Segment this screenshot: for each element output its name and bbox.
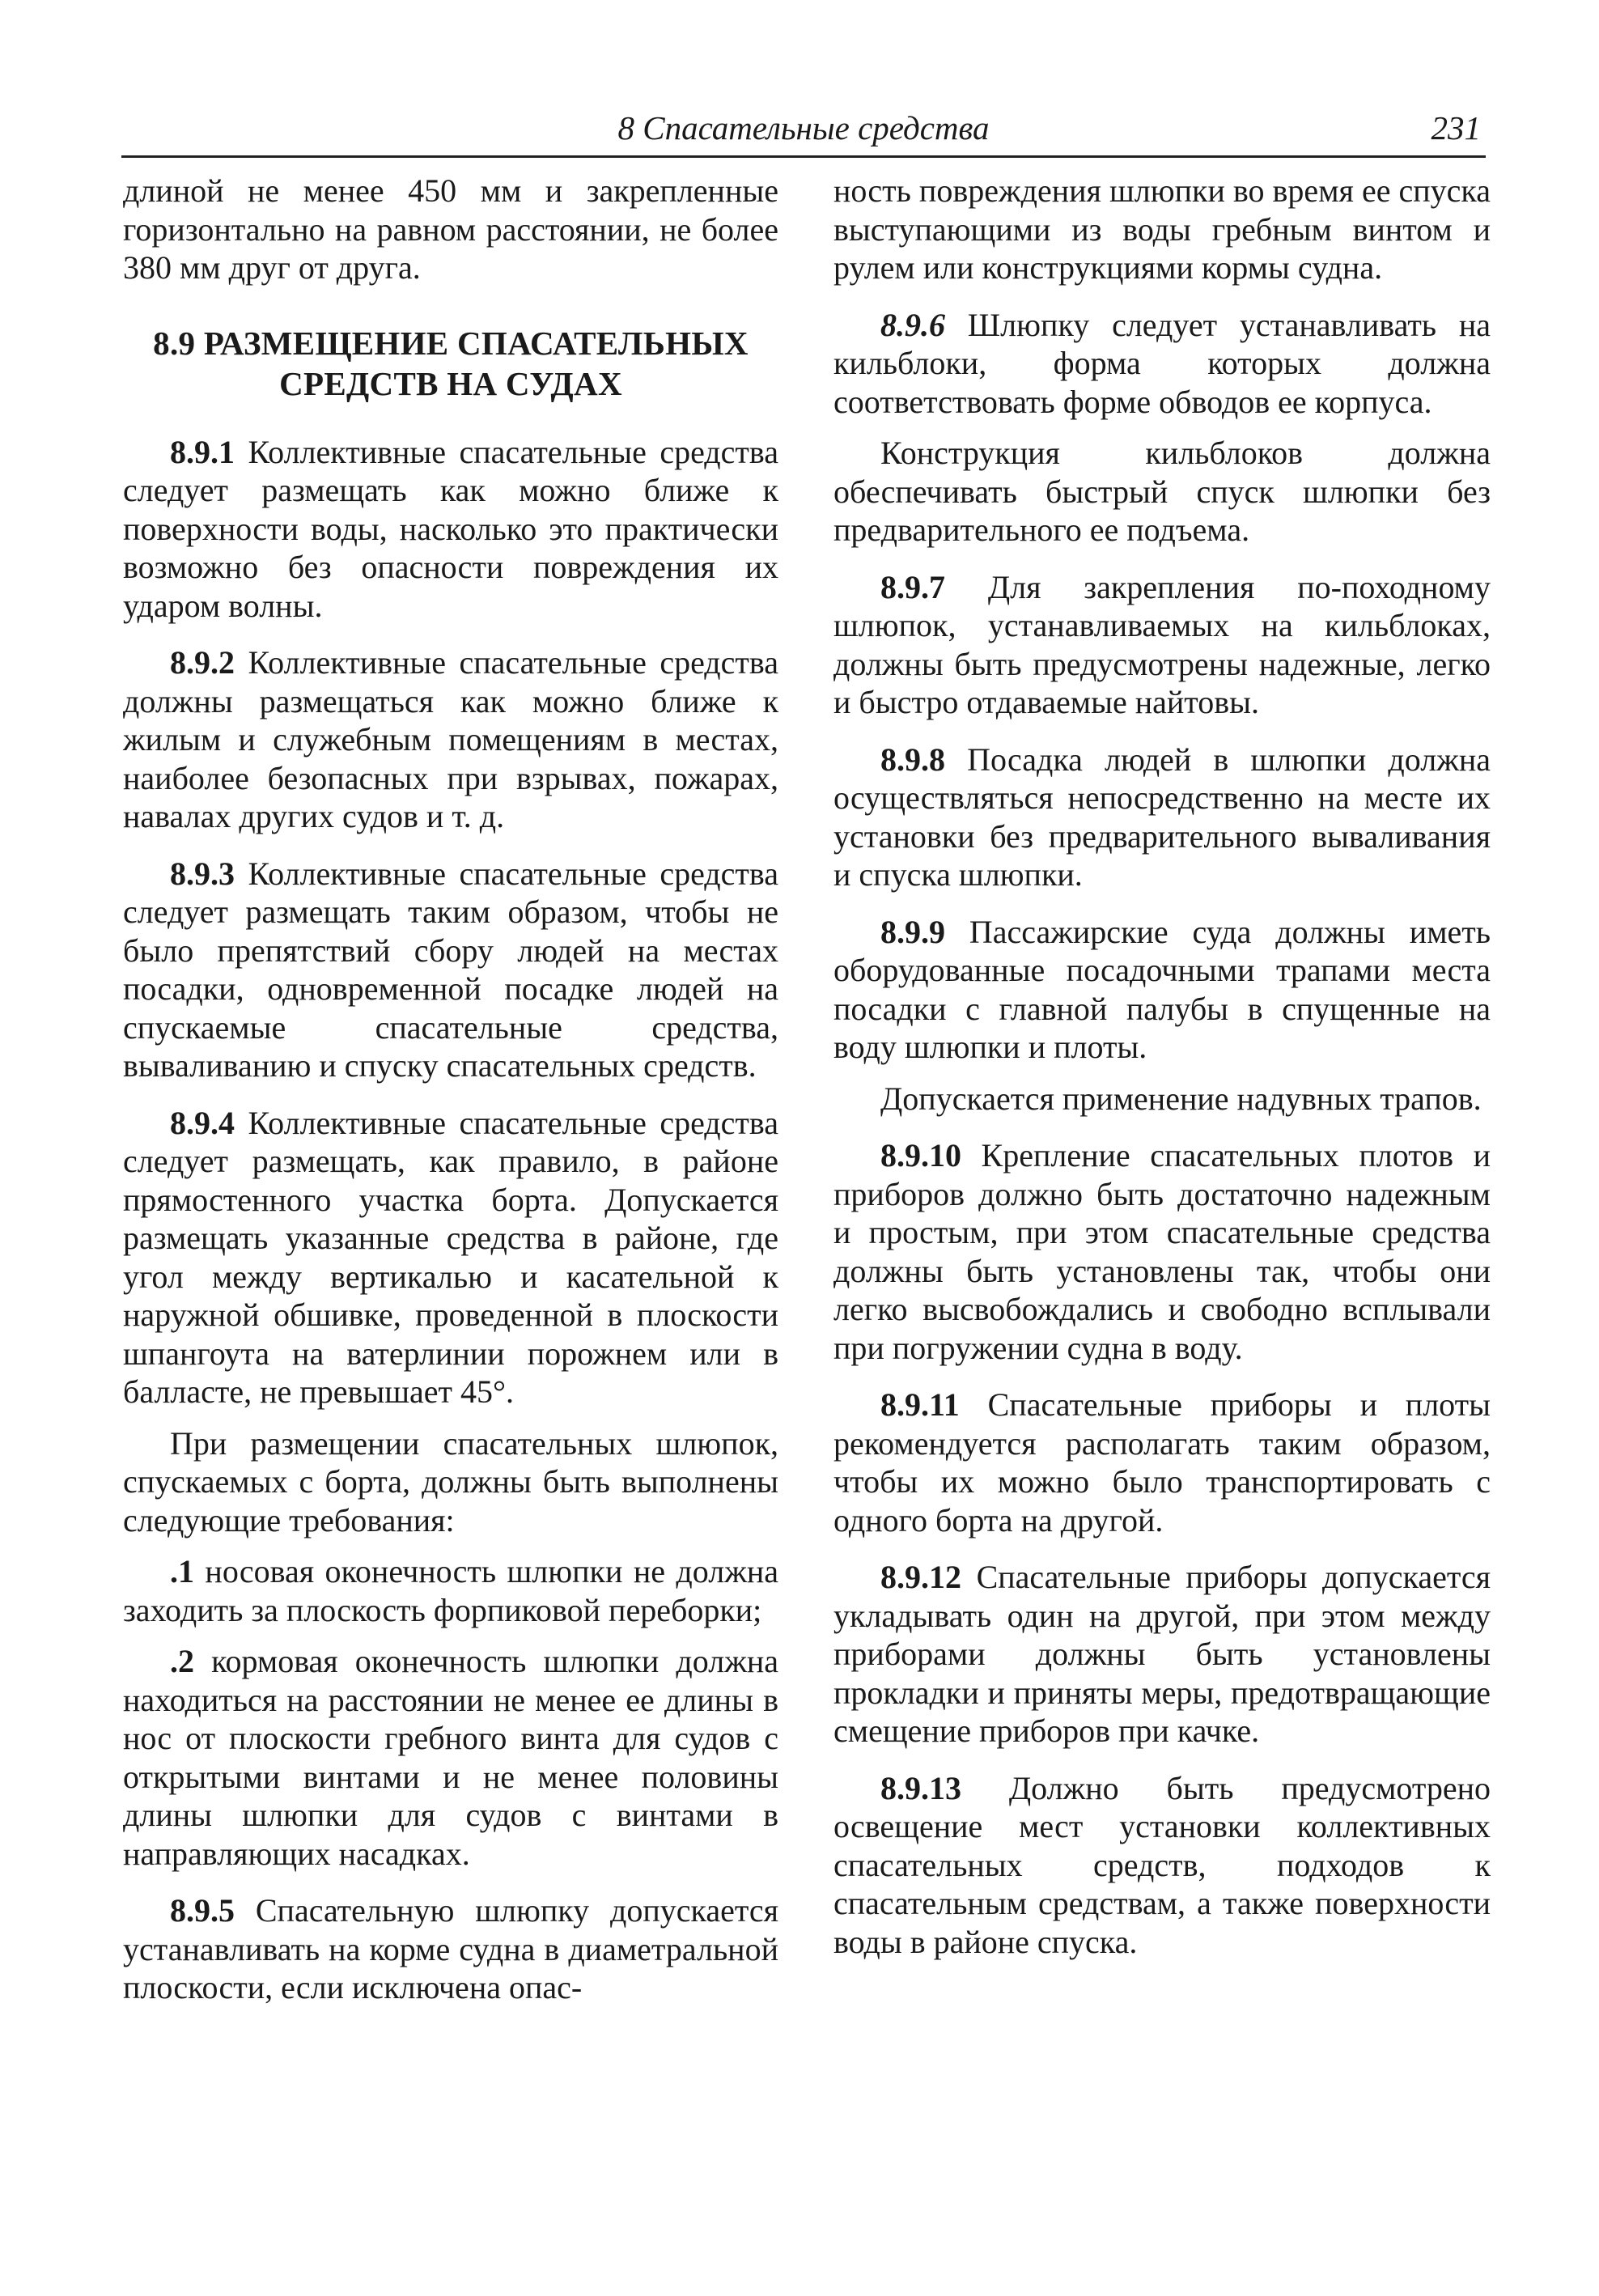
running-header: [121, 104, 1486, 158]
paragraph-8-9-3: [123, 855, 778, 1085]
clause-number: 8.9.4: [170, 1104, 235, 1141]
clause-text: Спасательные приборы и плоты рекомендуется располагать таким образом, чтобы их можно было транспортировать с одного борта на другой.: [833, 1386, 1491, 1538]
clause-text: Для закрепления по-походному шлюпок, устанавливаемых на кильблоках, должны быть предусмотрены надежные, легко и быстро отдаваемые найтовы.: [833, 568, 1491, 720]
paragraph-8-9-5: [123, 1891, 778, 2007]
clause-number: 8.9.2: [170, 644, 235, 681]
paragraph-continuation: ность повреждения шлюпки во время ее спуска выступающими из воды гребным винтом и рулем или конструкциями кормы судна.: [833, 172, 1491, 286]
item-text: кормовая оконечность шлюпки должна находиться на расстоянии не менее ее длины в нос от плоскости гребного винта для судов с открытыми винтами и не менее половины длины шлюпки для судов с винтами в направляющих насадках.: [123, 1643, 778, 1872]
list-item-2: [123, 1642, 778, 1873]
item-text: носовая оконечность шлюпки не должна заходить за плоскость форпиковой переборки;: [123, 1553, 778, 1628]
paragraph-8-9-9: [833, 913, 1491, 1067]
clause-number: 8.9.1: [170, 433, 235, 470]
clause-number: 8.9.11: [880, 1386, 960, 1423]
clause-text: Крепление спасательных плотов и приборов должно быть достаточно надежным и простым, при этом спасательные средства должны быть установлены так, чтобы они легко высвобождались и свободно всплывали при погружении судна в воду.: [833, 1137, 1491, 1366]
paragraph-keel-blocks: Конструкция кильблоков должна обеспечивать быстрый спуск шлюпки без предварительного ее подъема.: [833, 435, 1491, 548]
section-heading: 8.9 РАЗМЕЩЕНИЕ СПАСАТЕЛЬНЫХ СРЕДСТВ НА СУДАХ: [153, 324, 749, 402]
paragraph-intro: длиной не менее 450 мм и закрепленные горизонтально на равном расстоянии, не более 380 мм друг от друга.: [123, 172, 778, 286]
clause-number: 8.9.10: [880, 1137, 961, 1173]
page-number: 231: [1431, 109, 1481, 146]
section-title: 8 Спасательные средства: [617, 109, 990, 146]
paragraph-8-9-12: [833, 1558, 1491, 1751]
clause-text: Спасательные приборы допускается укладывать один на другой, при этом между приборами должны быть установлены прокладки и приняты меры, предотвращающие смещение приборов при качке.: [833, 1559, 1491, 1749]
clause-number: 8.9.7: [880, 568, 945, 605]
clause-text: Пассажирские суда должны иметь оборудованные посадочными трапами места посадки с главной палубы в спущенные на воду шлюпки и плоты.: [833, 913, 1491, 1065]
paragraph-requirements: При размещении спасательных шлюпок, спускаемых с борта, должны быть выполнены следующие требования:: [123, 1424, 778, 1538]
paragraph-8-9-2: [123, 643, 778, 836]
paragraph-8-9-6: [833, 306, 1491, 422]
paragraph-8-9-7: [833, 568, 1491, 722]
clause-number: 8.9.6: [880, 306, 945, 343]
left-column: [123, 172, 778, 2026]
clause-number: 8.9.3: [170, 855, 235, 892]
clause-number: 8.9.9: [880, 913, 945, 950]
list-item-1: [123, 1552, 778, 1629]
clause-text: Коллективные спасательные средства следует размещать таким образом, чтобы не было препятствий сбору людей на местах посадки, одновременной посадке людей на спускаемые спасательные средства, вываливанию и спуску спасательных средств.: [123, 855, 778, 1084]
paragraph-8-9-13: [833, 1769, 1491, 1962]
clause-text: Шлюпку следует устанавливать на кильблоки, форма которых должна соответствовать форме обводов ее корпуса.: [833, 306, 1491, 420]
paragraph-8-9-1: [123, 433, 778, 626]
clause-text: Спасательную шлюпку допускается устанавливать на корме судна в диаметральной плоскости, если исключена опас-: [123, 1892, 778, 2005]
right-column: [833, 172, 1491, 1980]
paragraph-inflatable-ladders: Допускается применение надувных трапов.: [880, 1080, 1482, 1117]
clause-number: 8.9.13: [880, 1769, 961, 1806]
paragraph-8-9-10: [833, 1136, 1491, 1367]
paragraph-8-9-11: [833, 1386, 1491, 1539]
clause-number: 8.9.12: [880, 1559, 961, 1595]
item-number: .1: [170, 1553, 194, 1589]
item-number: .2: [170, 1643, 194, 1679]
paragraph-8-9-4: [123, 1104, 778, 1411]
clause-number: 8.9.8: [880, 741, 945, 778]
clause-text: Коллективные спасательные средства следует размещать как можно ближе к поверхности воды, насколько это практически возможно без опасности повреждения их ударом волны.: [123, 433, 778, 624]
clause-text: Коллективные спасательные средства должны размещаться как можно ближе к жилым и служебным помещениям в местах, наиболее безопасных при взрывах, пожарах, навалах других судов и т. д.: [123, 644, 778, 834]
clause-text: Должно быть предусмотрено освещение мест установки коллективных спасательных средств, подходов к спасательным средствам, а также поверхности воды в районе спуска.: [833, 1769, 1491, 1960]
clause-text: Посадка людей в шлюпки должна осуществляться непосредственно на месте их установки без предварительного вываливания и спуска шлюпки.: [833, 741, 1491, 893]
paragraph-8-9-8: [833, 741, 1491, 894]
clause-number: 8.9.5: [170, 1892, 235, 1929]
clause-text: Коллективные спасательные средства следует размещать, как правило, в районе прямостенного участка борта. Допускается размещать указанные средства в районе, где угол между вертикалью и касательной к наружной обшивке, проведенной в плоскости шпангоута на ватерлинии порожнем или в балласте, не превышает 45°.: [123, 1104, 778, 1410]
